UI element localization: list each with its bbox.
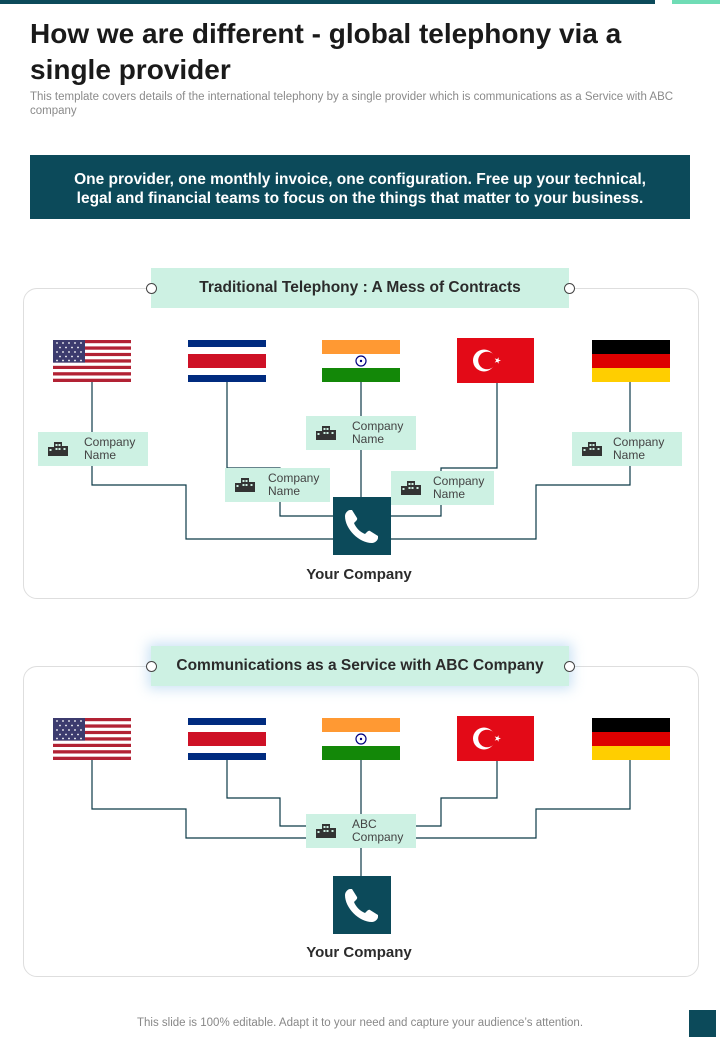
germany-flag <box>592 718 670 760</box>
your-company-label: Your Company <box>306 566 412 583</box>
company-label-line2: Name <box>352 432 385 446</box>
company-label-line2: Name <box>433 487 466 501</box>
company-label-line2: Name <box>84 448 117 462</box>
company-label-line1: Company <box>268 471 320 485</box>
header-dot-left <box>146 661 157 672</box>
section-1-header: Traditional Telephony : A Mess of Contracts <box>151 268 569 308</box>
company-label-line2: Name <box>613 448 646 462</box>
company-label-line1: Company <box>613 435 665 449</box>
page-subtitle: This template covers details of the international telephony by a single provider which is communications as a Service with ABC company <box>30 91 674 117</box>
building-icon <box>316 824 336 838</box>
company-label-line1: Company <box>84 435 136 449</box>
page-title: How we are different - global telephony via a single provider <box>30 18 622 85</box>
phone-icon <box>333 876 391 934</box>
company-label-line2: Name <box>268 484 301 498</box>
provider-label-line2: Company <box>352 830 404 844</box>
provider-label-line1: ABC <box>352 817 377 831</box>
section-2-header: Communications as a Service with ABC Company <box>151 646 569 686</box>
costa-rica-flag <box>188 718 266 760</box>
your-company-label: Your Company <box>306 944 412 961</box>
turkey-flag <box>457 716 534 761</box>
footer-note: This slide is 100% editable. Adapt it to your need and capture your audience’s attention. <box>136 1017 584 1029</box>
company-label-line1: Company <box>352 419 404 433</box>
india-flag <box>322 718 400 760</box>
phone-tile <box>333 876 391 934</box>
value-banner: One provider, one monthly invoice, one configuration. Free up your technical, legal and financial teams to focus on the things that matter to your business. <box>30 155 690 219</box>
company-label-line1: Company <box>433 474 485 488</box>
header-dot-right <box>564 661 575 672</box>
footer-accent-square <box>689 1010 716 1037</box>
united-states-flag <box>53 718 131 760</box>
abc-company-box <box>306 814 416 848</box>
